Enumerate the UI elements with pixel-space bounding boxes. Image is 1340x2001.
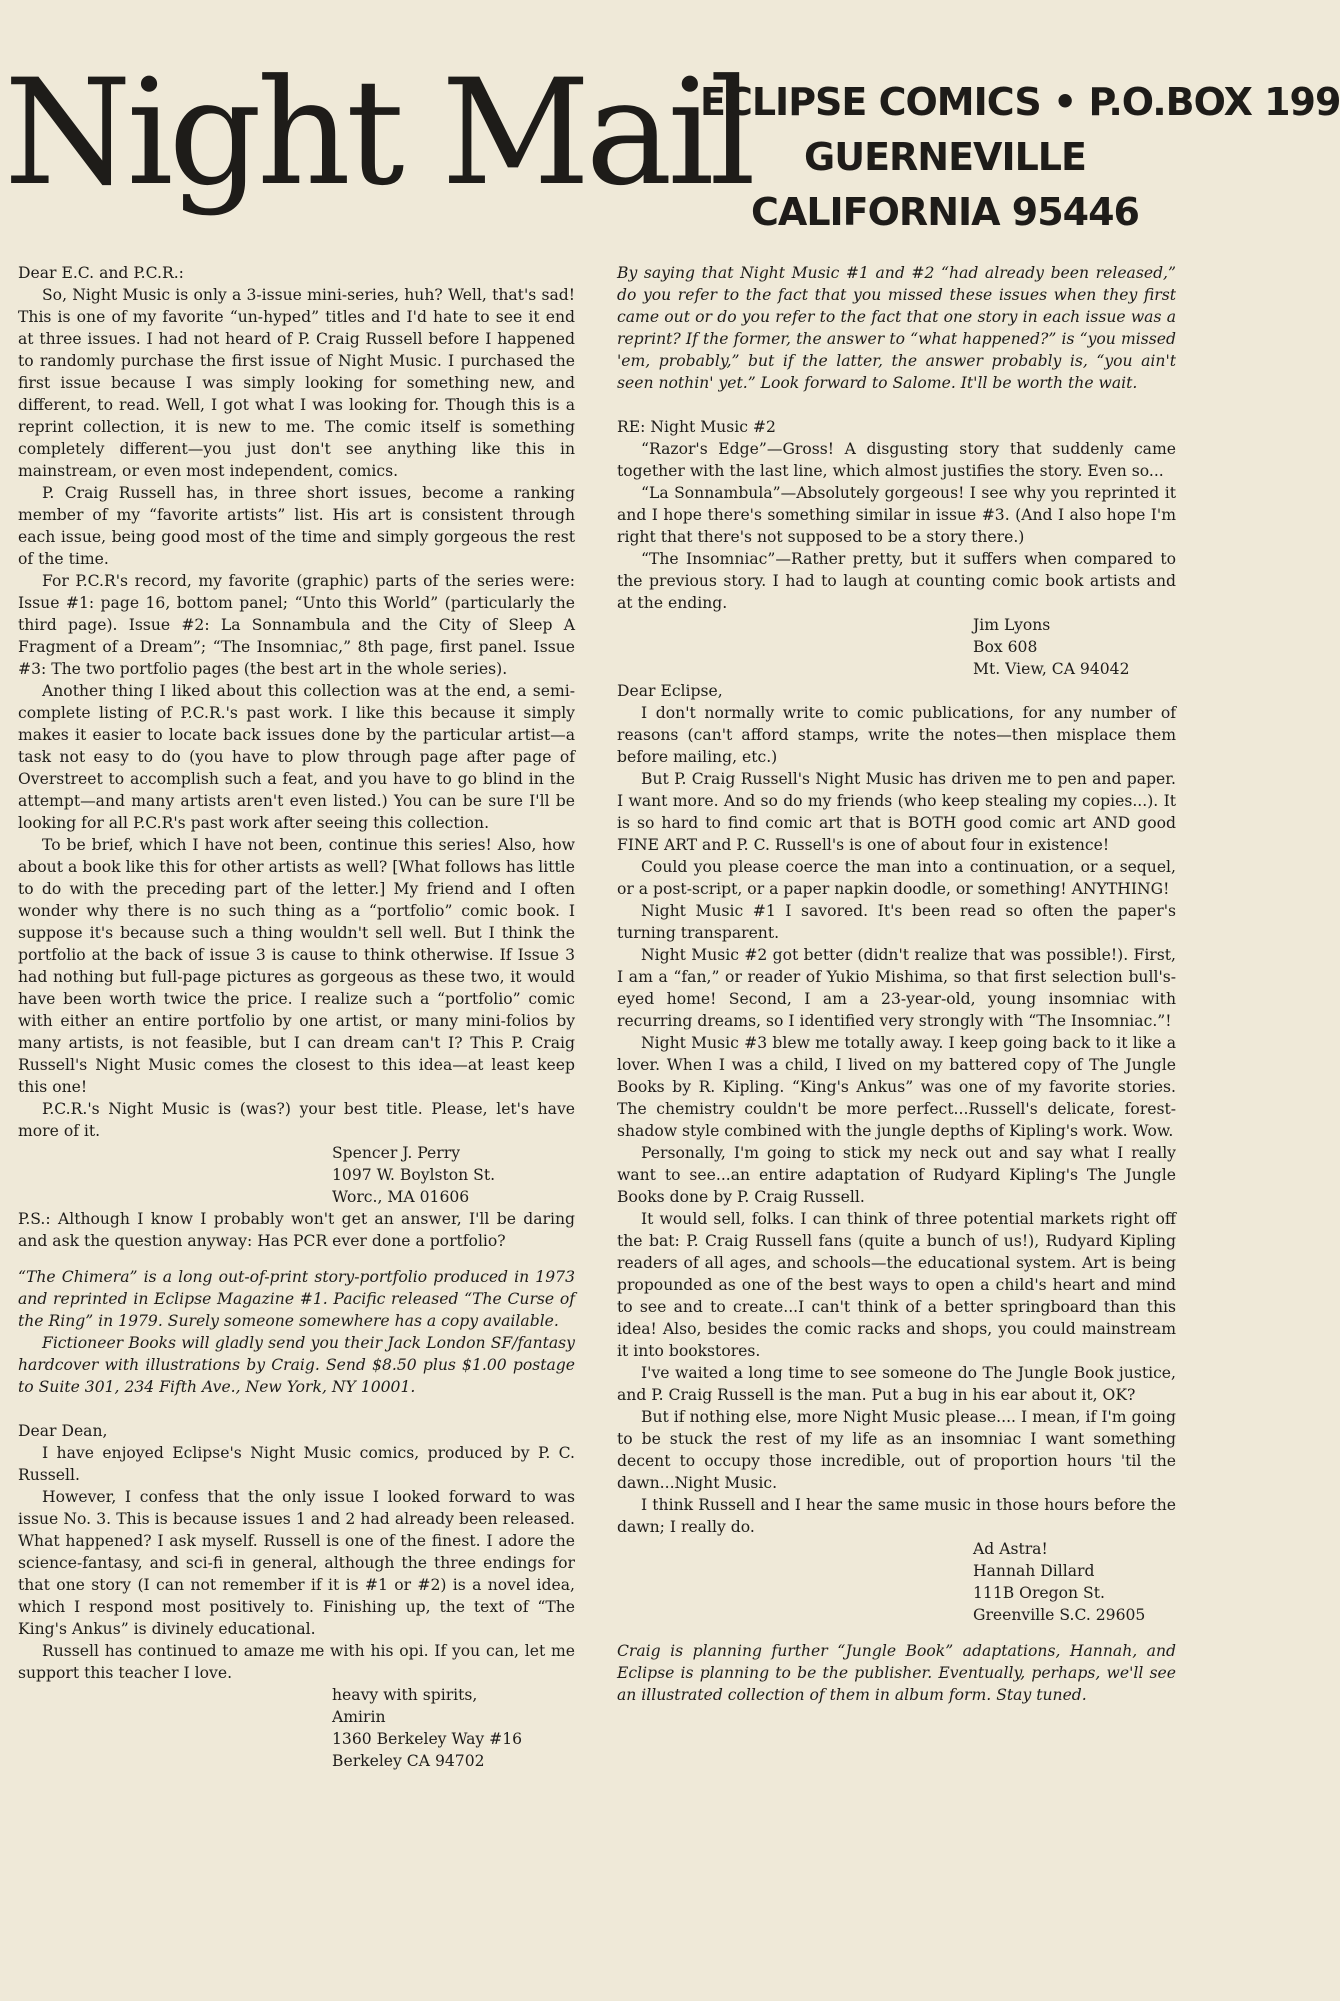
- letter-4-paragraph: Night Music #2 got better (didn't realize that was possible!). First, I am a “fan,” or reader of Yukio Mishima, so that first selection bull's-eyed home! Second, I am a 23-year-old, young insomniac with recurring dreams, so I identified very strongly with “The Insomniac.”!: [617, 946, 1176, 1030]
- letter-2-signature-name: Amirin: [332, 1708, 386, 1726]
- right-column: [617, 262, 1176, 1706]
- letter-4-paragraph: I've waited a long time to see someone do The Jungle Book justice, and P. Craig Russell is the man. Put a bug in his ear about it, OK?: [617, 1364, 1176, 1404]
- letter-4-signature-closing: Ad Astra!: [973, 1540, 1048, 1558]
- letter-4-signature-city: Greenville S.C. 29605: [973, 1606, 1146, 1624]
- masthead: [0, 48, 1340, 255]
- letter-4-salutation: Dear Eclipse,: [617, 682, 723, 700]
- address-line-1: ECLIPSE COMICS • P.O.BOX 199: [700, 80, 1340, 124]
- letter-4-signature-name: Hannah Dillard: [973, 1562, 1095, 1580]
- letter-1-paragraph: To be brief, which I have not been, continue this series! Also, how about a book like this for other artists as well? [What follows has little to do with the preceding part of the letter.] My friend and I often wonder why there is no such thing as a “portfolio” comic book. I suppose it's because such a thing wouldn't sell well. But I think the portfolio at the back of issue 3 is cause to think otherwise. If Issue 3 had nothing but full-page pictures as gorgeous as these two, it would have been worth twice the price. I realize such a “portfolio” comic with either an entire portfolio by one artist, or many mini-folios by many artists, is not feasible, but I can dream can't I? This P. Craig Russell's Night Music comes the closest to this idea—at least keep this one!: [18, 836, 575, 1096]
- letter-2-paragraph: I have enjoyed Eclipse's Night Music comics, produced by P. C. Russell.: [18, 1444, 575, 1484]
- letter-2-paragraph: Russell has continued to amaze me with his opi. If you can, let me support this teacher I love.: [18, 1642, 575, 1682]
- editor-reply-1: “The Chimera” is a long out-of-print story-portfolio produced in 1973 and reprinted in Eclipse Magazine #1. Pacific released “The Curse of the Ring” in 1979. Surely someone somewhere has a copy available.: [18, 1268, 575, 1330]
- letter-4-paragraph: But P. Craig Russell's Night Music has driven me to pen and paper. I want more. And so do my friends (who keep stealing my copies...). It is so hard to find comic art that is BOTH good comic art AND good FINE ART and P. C. Russell's is one of about four in existence!: [617, 770, 1176, 854]
- letter-3-signature-box: Box 608: [973, 638, 1038, 656]
- address-line-2: GUERNEVILLE: [804, 135, 1086, 179]
- page-title: Night Mail: [4, 48, 751, 218]
- letter-1-paragraph: So, Night Music is only a 3-issue mini-series, huh? Well, that's sad! This is one of my favorite “un-hyped” titles and I'd hate to see it end at three issues. I had not heard of P. Craig Russell before I happened to randomly purchase the first issue of Night Music. I purchased the first issue because I was simply looking for something new, and different, to read. Well, I got what I was looking for. Though this is a reprint collection, it is new to me. The comic itself is something completely different—you just don't see anything like this in mainstream, or even most independent, comics.: [18, 286, 575, 480]
- letter-4-signature-street: 111B Oregon St.: [973, 1584, 1105, 1602]
- editor-reply-1b: Fictioneer Books will gladly send you their Jack London SF/fantasy hardcover with illustrations by Craig. Send $8.50 plus $1.00 postage to Suite 301, 234 Fifth Ave., New York, NY 10001.: [18, 1334, 575, 1396]
- letter-2-salutation: Dear Dean,: [18, 1422, 108, 1440]
- letter-2-signature-city: Berkeley CA 94702: [332, 1752, 485, 1770]
- letter-4-paragraph: Night Music #1 I savored. It's been read so often the paper's turning transparent.: [617, 902, 1176, 942]
- letter-2-paragraph: However, I confess that the only issue I looked forward to was issue No. 3. This is because issues 1 and 2 had already been released. What happened? I ask myself. Russell is one of the finest. I adore the science-fantasy, and sci-fi in general, although the three endings for that one story (I can not remember if it is #1 or #2) is a novel idea, which I respond most positively to. Finishing up, the text of “The King's Ankus” is divinely educational.: [18, 1488, 575, 1638]
- letter-1-postscript: P.S.: Although I know I probably won't get an answer, I'll be daring and ask the question anyway: Has PCR ever done a portfolio?: [18, 1210, 575, 1250]
- left-column: [18, 262, 575, 1772]
- letter-2-signature-closing: heavy with spirits,: [332, 1686, 478, 1704]
- letter-1-paragraph: For P.C.R's record, my favorite (graphic) parts of the series were: Issue #1: page 16, bottom panel; “Unto this World” (particularly the third page). Issue #2: La Sonnambula and the City of Sleep A Fragment of a Dream”; “The Insomniac,” 8th page, first panel. Issue #3: The two portfolio pages (the best art in the whole series).: [18, 572, 575, 678]
- editor-reply-2: By saying that Night Music #1 and #2 “had already been released,” do you refer to the fact that you missed these issues when they first came out or do you refer to the fact that one story in each issue was a reprint? If the former, the answer to “what happened?” is “you missed 'em, probably,” but if the latter, the answer probably is, “you ain't seen nothin' yet.” Look forward to Salome. It'll be worth the wait.: [617, 264, 1176, 392]
- letter-4-paragraph: I don't normally write to comic publications, for any number of reasons (can't afford stamps, write the notes—then misplace them before mailing, etc.): [617, 704, 1176, 766]
- address-line-3: CALIFORNIA 95446: [751, 190, 1139, 234]
- letter-4-paragraph: Personally, I'm going to stick my neck out and say what I really want to see...an entire adaptation of Rudyard Kipling's The Jungle Books done by P. Craig Russell.: [617, 1144, 1176, 1206]
- letter-3-signature-name: Jim Lyons: [973, 616, 1051, 634]
- letter-1-paragraph: P. Craig Russell has, in three short issues, become a ranking member of my “favorite artists” list. His art is consistent through each issue, being good most of the time and simply gorgeous the rest of the time.: [18, 484, 575, 568]
- letter-3-paragraph: “The Insomniac”—Rather pretty, but it suffers when compared to the previous story. I had to laugh at counting comic book artists and at the ending.: [617, 550, 1176, 612]
- letter-3-signature-city: Mt. View, CA 94042: [973, 660, 1130, 678]
- letter-1-paragraph: P.C.R.'s Night Music is (was?) your best title. Please, let's have more of it.: [18, 1100, 575, 1140]
- letter-1-signature-name: Spencer J. Perry: [332, 1144, 461, 1162]
- letter-4-paragraph: Night Music #3 blew me totally away. I keep going back to it like a lover. When I was a child, I lived on my battered copy of The Jungle Books by R. Kipling. “King's Ankus” was one of my favorite stories. The chemistry couldn't be more perfect...Russell's delicate, forest-shadow style combined with the jungle depths of Kipling's work. Wow.: [617, 1034, 1176, 1140]
- letter-4-paragraph: Could you please coerce the man into a continuation, or a sequel, or a post-script, or a paper napkin doodle, or something! ANYTHING!: [617, 858, 1176, 898]
- letter-4-paragraph: I think Russell and I hear the same music in those hours before the dawn; I really do.: [617, 1496, 1176, 1536]
- letter-1-signature-street: 1097 W. Boylston St.: [332, 1166, 496, 1184]
- letter-4-paragraph: But if nothing else, more Night Music please.... I mean, if I'm going to be stuck the rest of my life as an insomniac I want something decent to occupy those incredible, out of proportion hours 'til the dawn...Night Music.: [617, 1408, 1176, 1492]
- letter-4-paragraph: It would sell, folks. I can think of three potential markets right off the bat: P. Craig Russell fans (quite a bunch of us!), Rudyard Kipling readers of all ages, and schools—the educational system. Art is being propounded as one of the best ways to open a child's heart and mind to see and to create...I can't think of a better springboard than this idea! Also, besides the comic racks and shops, you could mainstream it into bookstores.: [617, 1210, 1176, 1360]
- letter-3-subject: RE: Night Music #2: [617, 418, 776, 436]
- letter-3-paragraph: “La Sonnambula”—Absolutely gorgeous! I see why you reprinted it and I hope there's something similar in issue #3. (And I also hope I'm right that there's not supposed to be a story there.): [617, 484, 1176, 546]
- editor-reply-3: Craig is planning further “Jungle Book” adaptations, Hannah, and Eclipse is planning to be the publisher. Eventually, perhaps, we'll see an illustrated collection of them in album form. Stay tuned.: [617, 1642, 1176, 1704]
- publisher-address: [700, 75, 1340, 240]
- letter-1-salutation: Dear E.C. and P.C.R.:: [18, 264, 184, 282]
- letter-3-paragraph: “Razor's Edge”—Gross! A disgusting story that suddenly came together with the last line, which almost justifies the story. Even so...: [617, 440, 1176, 480]
- letter-1-signature-city: Worc., MA 01606: [332, 1188, 470, 1206]
- letter-2-signature-street: 1360 Berkeley Way #16: [332, 1730, 523, 1748]
- letter-1-paragraph: Another thing I liked about this collection was at the end, a semi-complete listing of P.C.R.'s past work. I like this because it simply makes it easier to locate back issues done by the particular artist—a task not easy to do (you have to plow through page after page of Overstreet to accomplish such a feat, and you have to go blind in the attempt—and many artists aren't even listed.) You can be sure I'll be looking for all P.C.R's past work after seeing this collection.: [18, 682, 575, 832]
